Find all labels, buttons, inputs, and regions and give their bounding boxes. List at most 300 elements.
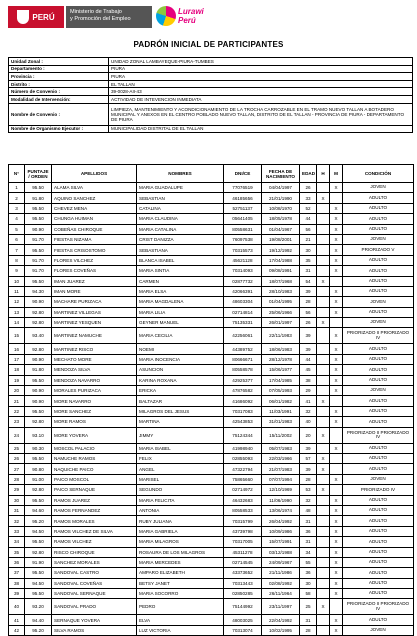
info-row: [9, 125, 413, 133]
cell-h: [317, 375, 330, 385]
info-row: [9, 80, 413, 88]
col-m: M: [330, 165, 343, 183]
cell-puntaje: 94.50: [25, 578, 52, 588]
cell-puntaje: 95.50: [25, 375, 52, 385]
cell-puntaje: 91.90: [25, 557, 52, 567]
cell-puntaje: 90.90: [25, 297, 52, 307]
cell-fecha: 15/11/2002: [262, 427, 300, 443]
cell-nombres: CARMEN: [137, 276, 224, 286]
cell-condicion: ADULTO: [343, 443, 414, 453]
cell-dni: 80558578: [224, 365, 262, 375]
col-n: N°: [9, 165, 25, 183]
cell-h: [317, 183, 330, 193]
cell-m: X: [330, 443, 343, 453]
cell-fecha: 11/06/1990: [262, 495, 300, 505]
cell-apellidos: RISCO CHIROQUE: [52, 547, 137, 557]
cell-edad: 29: [300, 386, 317, 396]
cell-dni: 70313074: [224, 625, 262, 635]
table-row: [9, 266, 414, 276]
info-label: Departamento :: [9, 65, 109, 73]
cell-edad: 39: [300, 286, 317, 296]
cell-apellidos: SANDOVAL CASTRO: [52, 568, 137, 578]
cell-condicion: PRIORIZADO V: [343, 245, 414, 255]
cell-n: 2: [9, 193, 25, 203]
cell-n: 30: [9, 495, 25, 505]
cell-edad: 31: [300, 615, 317, 625]
cell-m: [330, 427, 343, 443]
cell-n: 12: [9, 297, 25, 307]
cell-condicion: ADULTO: [343, 537, 414, 547]
cell-condicion: ADULTO: [343, 286, 414, 296]
cell-edad: 39: [300, 328, 317, 344]
cell-h: [317, 245, 330, 255]
table-row: [9, 344, 414, 354]
cell-condicion: ADULTO: [343, 615, 414, 625]
cell-nombres: MARIA CATALINA: [137, 224, 224, 234]
cell-h: X: [317, 276, 330, 286]
cell-m: X: [330, 557, 343, 567]
cell-apellidos: SANDOVAL COVEÑAS: [52, 578, 137, 588]
cell-puntaje: 91.70: [25, 255, 52, 265]
cell-h: [317, 286, 330, 296]
table-row: [9, 234, 414, 244]
cell-dni: 70315799: [224, 516, 262, 526]
table-row: [9, 599, 414, 615]
cell-fecha: 19/12/1992: [262, 245, 300, 255]
cell-apellidos: RAMOS VILCHEZ DE SILVA: [52, 526, 137, 536]
cell-apellidos: SANCHEZ MORALES: [52, 557, 137, 567]
cell-apellidos: MARTINEZ VILLEGAS: [52, 307, 137, 317]
cell-dni: 45311278: [224, 547, 262, 557]
cell-fecha: 26/01/1997: [262, 318, 300, 328]
cell-n: 22: [9, 406, 25, 416]
col-condicion: CONDICIÓN: [343, 165, 414, 183]
cell-fecha: 10/02/1995: [262, 625, 300, 635]
cell-puntaje: 91.00: [25, 474, 52, 484]
cell-puntaje: 95.50: [25, 203, 52, 213]
info-value: ACTIVIDAD DE INTEVENCION INMEDIATA: [109, 95, 413, 103]
cell-fecha: 17/04/1985: [262, 375, 300, 385]
info-row: [9, 95, 413, 103]
cell-h: X: [317, 464, 330, 474]
cell-nombres: JIMMY: [137, 427, 224, 443]
cell-apellidos: FIESTAS NIZAMA: [52, 234, 137, 244]
cell-dni: 46432683: [224, 495, 262, 505]
info-row: [9, 73, 413, 81]
cell-condicion: ADULTO: [343, 589, 414, 599]
cell-puntaje: 95.50: [25, 537, 52, 547]
cell-n: 20: [9, 386, 25, 396]
cell-puntaje: 92.80: [25, 318, 52, 328]
info-label: Provincia :: [9, 73, 109, 81]
cell-condicion: ADULTO: [343, 307, 414, 317]
table-row: [9, 245, 414, 255]
lurawi-mark-icon: [156, 6, 176, 26]
cell-apellidos: RAMOS VILCHEZ: [52, 537, 137, 547]
cell-n: 27: [9, 464, 25, 474]
cell-dni: 43373652: [224, 568, 262, 578]
table-row: [9, 615, 414, 625]
cell-m: X: [330, 354, 343, 364]
cell-puntaje: 95.50: [25, 276, 52, 286]
cell-dni: 05641405: [224, 214, 262, 224]
cell-nombres: MARIA MERCEDES: [137, 557, 224, 567]
cell-n: 7: [9, 245, 25, 255]
cell-h: [317, 386, 330, 396]
cell-apellidos: IMAN MORE: [52, 286, 137, 296]
table-row: [9, 286, 414, 296]
cell-condicion: ADULTO: [343, 396, 414, 406]
table-row: [9, 495, 414, 505]
cell-condicion: JOVEN: [343, 234, 414, 244]
cell-fecha: 28/12/1978: [262, 354, 300, 364]
cell-fecha: 24/09/1967: [262, 557, 300, 567]
cell-edad: 55: [300, 557, 317, 567]
cell-n: 11: [9, 286, 25, 296]
cell-n: 3: [9, 203, 25, 213]
info-row: [9, 88, 413, 96]
cell-puntaje: 90.90: [25, 224, 52, 234]
cell-apellidos: CHEVEZ MENA: [52, 203, 137, 213]
cell-m: X: [330, 183, 343, 193]
cell-puntaje: 90.90: [25, 354, 52, 364]
cell-dni: 02850285: [224, 589, 262, 599]
cell-fecha: 09/08/1991: [262, 266, 300, 276]
info-row: [9, 65, 413, 73]
cell-dni: 70314093: [224, 266, 262, 276]
table-row: [9, 589, 414, 599]
cell-puntaje: 90.30: [25, 443, 52, 453]
cell-n: 37: [9, 568, 25, 578]
cell-dni: 42925377: [224, 375, 262, 385]
cell-n: 42: [9, 625, 25, 635]
cell-dni: 70315573: [224, 245, 262, 255]
cell-fecha: 18/05/1978: [262, 214, 300, 224]
cell-apellidos: FLORES COVEÑAS: [52, 266, 137, 276]
table-row: [9, 505, 414, 515]
cell-fecha: 03/12/1988: [262, 547, 300, 557]
cell-condicion: PRIORIZADO II PRIORIZADO IV: [343, 599, 414, 615]
lurawi-logo: [154, 4, 224, 30]
cell-nombres: SEBASTIAN: [137, 193, 224, 203]
cell-condicion: ADULTO: [343, 344, 414, 354]
cell-dni: 43739798: [224, 526, 262, 536]
table-row: [9, 307, 414, 317]
cell-apellidos: MORE RAMOS: [52, 417, 137, 427]
cell-nombres: MARIA GABRIELA: [137, 526, 224, 536]
cell-m: X: [330, 344, 343, 354]
cell-h: X: [317, 318, 330, 328]
cell-h: [317, 297, 330, 307]
peru-label: PERÚ: [32, 12, 55, 22]
table-row: [9, 417, 414, 427]
table-row: [9, 318, 414, 328]
cell-apellidos: MENDOZA NAVARRO: [52, 375, 137, 385]
cell-nombres: BETSY JANET: [137, 578, 224, 588]
table-row: [9, 537, 414, 547]
participants-table: [8, 164, 414, 636]
cell-n: 13: [9, 307, 25, 317]
cell-m: X: [330, 245, 343, 255]
cell-edad: 31: [300, 266, 317, 276]
cell-h: [317, 537, 330, 547]
cell-puntaje: 94.30: [25, 286, 52, 296]
cell-puntaje: 92.80: [25, 417, 52, 427]
cell-puntaje: 93.10: [25, 427, 52, 443]
cell-nombres: GEYNER MANUEL: [137, 318, 224, 328]
cell-fecha: 15/07/1991: [262, 537, 300, 547]
cell-nombres: PEDRO: [137, 599, 224, 615]
cell-n: 25: [9, 443, 25, 453]
cell-dni: 02714972: [224, 485, 262, 495]
cell-condicion: ADULTO: [343, 193, 414, 203]
cell-h: [317, 417, 330, 427]
cell-dni: 80666671: [224, 354, 262, 364]
cell-h: [317, 255, 330, 265]
cell-fecha: 05/07/1983: [262, 443, 300, 453]
table-row: [9, 297, 414, 307]
cell-condicion: ADULTO: [343, 255, 414, 265]
cell-fecha: 02/08/1992: [262, 578, 300, 588]
cell-n: 35: [9, 547, 25, 557]
cell-puntaje: 93.20: [25, 599, 52, 615]
table-header-row: [9, 165, 414, 183]
table-row: [9, 183, 414, 193]
cell-m: [330, 193, 343, 203]
cell-condicion: JOVEN: [343, 318, 414, 328]
cell-puntaje: 91.80: [25, 193, 52, 203]
cell-apellidos: FIESTAS CRISOSTOMO: [52, 245, 137, 255]
cell-h: X: [317, 427, 330, 443]
cell-condicion: ADULTO: [343, 354, 414, 364]
cell-n: 8: [9, 255, 25, 265]
cell-nombres: SEGUNDO: [137, 485, 224, 495]
cell-fecha: 12/10/1969: [262, 485, 300, 495]
info-row: [9, 103, 413, 125]
table-row: [9, 214, 414, 224]
cell-edad: 35: [300, 255, 317, 265]
cell-condicion: ADULTO: [343, 526, 414, 536]
cell-apellidos: SERNAQUE YOVERA: [52, 615, 137, 625]
cell-puntaje: 95.50: [25, 568, 52, 578]
cell-fecha: 19/08/2001: [262, 234, 300, 244]
info-table: [8, 57, 413, 133]
cell-nombres: MARIA INOCENCIA: [137, 354, 224, 364]
cell-condicion: ADULTO: [343, 568, 414, 578]
cell-m: X: [330, 266, 343, 276]
cell-apellidos: MORE YOVERA: [52, 427, 137, 443]
cell-m: X: [330, 589, 343, 599]
cell-nombres: ANGEL: [137, 464, 224, 474]
cell-edad: 33: [300, 193, 317, 203]
cell-puntaje: 91.70: [25, 266, 52, 276]
cell-nombres: CATALINA: [137, 203, 224, 213]
cell-m: [330, 464, 343, 474]
cell-apellidos: MORE SANCHEZ: [52, 406, 137, 416]
cell-n: 19: [9, 375, 25, 385]
ministry-logo: [66, 6, 152, 28]
cell-fecha: 10/08/1970: [262, 203, 300, 213]
cell-fecha: 13/06/1974: [262, 505, 300, 515]
cell-apellidos: MENDOZA SILVA: [52, 365, 137, 375]
cell-dni: 80558533: [224, 505, 262, 515]
cell-nombres: MARIA MILAGROS: [137, 537, 224, 547]
cell-fecha: 21/11/1986: [262, 568, 300, 578]
cell-condicion: JOVEN: [343, 297, 414, 307]
cell-nombres: ROSAURA DE LOS MILAGROS: [137, 547, 224, 557]
cell-n: 21: [9, 396, 25, 406]
cell-nombres: RUBY JULIANA: [137, 516, 224, 526]
cell-condicion: ADULTO: [343, 557, 414, 567]
col-edad: EDAD: [300, 165, 317, 183]
cell-puntaje: 94.40: [25, 615, 52, 625]
cell-dni: 44389752: [224, 344, 262, 354]
info-value: EL TALLAN: [109, 80, 413, 88]
cell-dni: 42066391: [224, 286, 262, 296]
cell-n: 39: [9, 589, 25, 599]
cell-m: X: [330, 386, 343, 396]
col-puntaje: PUNTAJE / ORDEN: [25, 165, 52, 183]
cell-edad: 31: [300, 516, 317, 526]
cell-nombres: MILAGROS DEL JESUS: [137, 406, 224, 416]
cell-n: 16: [9, 344, 25, 354]
cell-m: X: [330, 495, 343, 505]
cell-nombres: MARIA FELICITA: [137, 495, 224, 505]
cell-m: X: [330, 547, 343, 557]
brand-line1: Lurawi: [178, 7, 204, 16]
cell-edad: 28: [300, 474, 317, 484]
cell-dni: 77076519: [224, 183, 262, 193]
brand-line2: Perú: [178, 16, 196, 25]
cell-h: [317, 307, 330, 317]
cell-dni: 02714814: [224, 307, 262, 317]
info-value: PIURA: [109, 65, 413, 73]
cell-m: X: [330, 516, 343, 526]
cell-n: 23: [9, 417, 25, 427]
cell-edad: 21: [300, 234, 317, 244]
table-row: [9, 578, 414, 588]
page-title: PADRÓN INICIAL DE PARTICIPANTES: [133, 40, 284, 49]
table-row: [9, 328, 414, 344]
info-label: Unidad Zonal :: [9, 58, 109, 66]
cell-apellidos: NAMUCHE RAMOS: [52, 453, 137, 463]
cell-n: 26: [9, 453, 25, 463]
cell-nombres: ELVA: [137, 615, 224, 625]
table-row: [9, 568, 414, 578]
cell-condicion: ADULTO: [343, 453, 414, 463]
cell-m: X: [330, 537, 343, 547]
cell-nombres: MARIA MAGDALENA: [137, 297, 224, 307]
cell-nombres: MARIA SOCORRO: [137, 589, 224, 599]
col-h: H: [317, 165, 330, 183]
info-label: Modalidad de Intervención:: [9, 95, 109, 103]
ministry-line2: y Promoción del Empleo: [70, 16, 131, 22]
cell-nombres: AMPARO ELIZABETH: [137, 568, 224, 578]
cell-dni: 42543853: [224, 417, 262, 427]
cell-apellidos: MARTINEZ YESQUEN: [52, 318, 137, 328]
cell-n: 29: [9, 485, 25, 495]
cell-fecha: 10/09/1986: [262, 526, 300, 536]
cell-n: 9: [9, 266, 25, 276]
cell-condicion: PRIORIZADO II PRIORIZADO IV: [343, 427, 414, 443]
cell-dni: 41998940: [224, 443, 262, 453]
cell-h: [317, 344, 330, 354]
cell-h: X: [317, 193, 330, 203]
cell-condicion: ADULTO: [343, 266, 414, 276]
table-row: [9, 516, 414, 526]
cell-n: 14: [9, 318, 25, 328]
cell-condicion: ADULTO: [343, 365, 414, 375]
cell-dni: 45621128: [224, 255, 262, 265]
cell-puntaje: 94.50: [25, 526, 52, 536]
cell-apellidos: SANDOVAL PRADO: [52, 599, 137, 615]
cell-edad: 56: [300, 224, 317, 234]
cell-m: X: [330, 568, 343, 578]
cell-fecha: 11/03/1991: [262, 406, 300, 416]
cell-n: 41: [9, 615, 25, 625]
table-row: [9, 365, 414, 375]
cell-m: X: [330, 526, 343, 536]
cell-edad: 38: [300, 375, 317, 385]
cell-edad: 32: [300, 495, 317, 505]
table-row: [9, 557, 414, 567]
cell-apellidos: IMAN JUAREZ: [52, 276, 137, 286]
cell-h: [317, 406, 330, 416]
cell-dni: 42256061: [224, 328, 262, 344]
cell-condicion: ADULTO: [343, 547, 414, 557]
cell-n: 10: [9, 276, 25, 286]
cell-apellidos: FLORES VILCHEZ: [52, 255, 137, 265]
table-row: [9, 485, 414, 495]
cell-apellidos: ALAMA SILVA: [52, 183, 137, 193]
cell-edad: 39: [300, 443, 317, 453]
cell-condicion: ADULTO: [343, 224, 414, 234]
cell-condicion: ADULTO: [343, 505, 414, 515]
cell-condicion: ADULTO: [343, 203, 414, 213]
cell-dni: 75144992: [224, 599, 262, 615]
info-label: Distrito :: [9, 80, 109, 88]
cell-edad: 48: [300, 505, 317, 515]
cell-puntaje: 95.50: [25, 245, 52, 255]
cell-dni: 47876582: [224, 386, 262, 396]
cell-apellidos: CHUNGA HUIMAN: [52, 214, 137, 224]
cell-puntaje: 92.80: [25, 307, 52, 317]
cell-n: 32: [9, 516, 25, 526]
cell-fecha: 07/05/1993: [262, 386, 300, 396]
cell-fecha: 01/04/1995: [262, 297, 300, 307]
ministry-line1: Ministerio de Trabajo: [70, 9, 122, 15]
info-value: UNIDAD ZONAL LAMBAYEQUE-PIURA-TUMBES: [109, 58, 413, 66]
cell-nombres: MARIA SINTIA: [137, 266, 224, 276]
cell-n: 17: [9, 354, 25, 364]
cell-condicion: JOVEN: [343, 474, 414, 484]
cell-puntaje: 95.50: [25, 406, 52, 416]
cell-fecha: 26/11/1964: [262, 589, 300, 599]
cell-n: 6: [9, 234, 25, 244]
cell-h: [317, 578, 330, 588]
cell-h: [317, 443, 330, 453]
cell-puntaje: 95.50: [25, 214, 52, 224]
cell-puntaje: 95.50: [25, 453, 52, 463]
info-value: LIMPIEZA, MANTENIMIENTO Y ACONDICIONAMIENTO DE LA TROCHA CARROZABLE EN EL TRAMO NUEVO TALLAN A BOTADERO MUNICIPAL Y ANEXOS EN EL CENTRO POBLADO NUEVO TALLAN, DISTRITO DE EL TALLAN - PROVINCIA DE PIURA - DEPARTAMENTO DE PIURA: [109, 103, 413, 125]
cell-fecha: 01/04/1967: [262, 224, 300, 234]
cell-dni: 70317005: [224, 537, 262, 547]
cell-edad: 45: [300, 365, 317, 375]
cell-fecha: 15/06/1977: [262, 365, 300, 375]
cell-nombres: LUZ VICTORIA: [137, 625, 224, 635]
cell-edad: 34: [300, 547, 317, 557]
cell-m: X: [330, 417, 343, 427]
